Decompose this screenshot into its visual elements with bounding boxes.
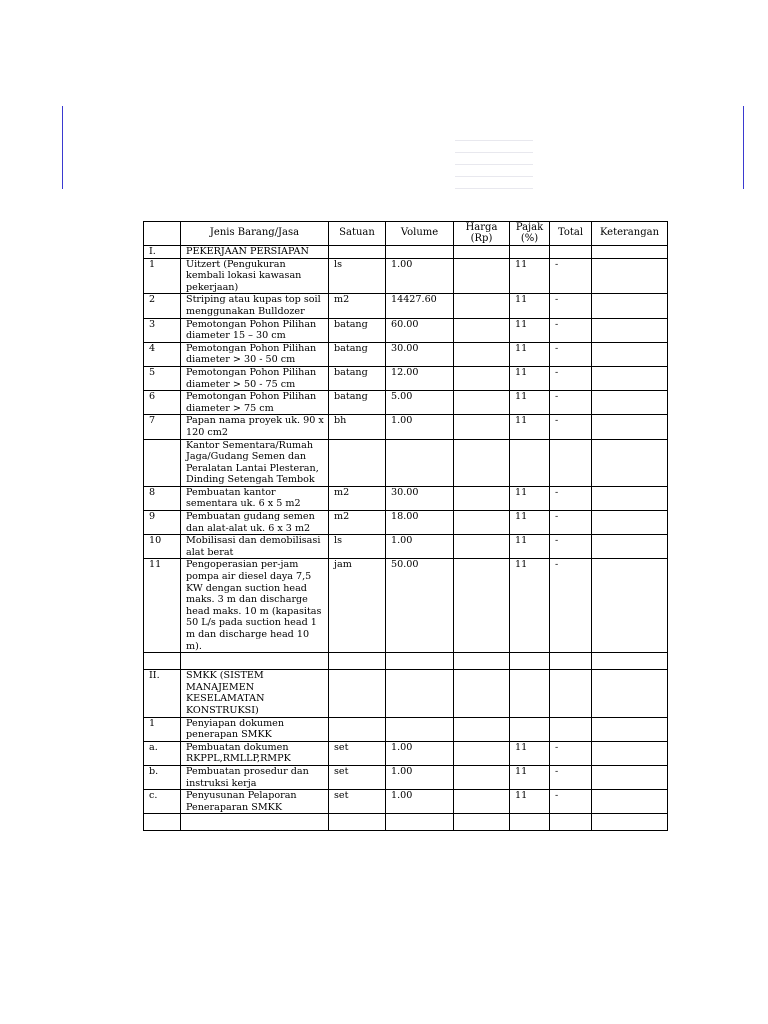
row-keterangan bbox=[592, 717, 668, 741]
row-volume bbox=[386, 717, 454, 741]
row-item: Penyusunan Pelaporan Peneraparan SMKK bbox=[181, 790, 329, 814]
empty-cell bbox=[510, 670, 550, 717]
row-pajak: 11 bbox=[510, 342, 550, 366]
row-volume: 1.00 bbox=[386, 790, 454, 814]
row-keterangan bbox=[592, 366, 668, 390]
row-pajak: 11 bbox=[510, 391, 550, 415]
row-volume: 1.00 bbox=[386, 415, 454, 439]
row-unit: jam bbox=[329, 559, 386, 653]
empty-cell bbox=[386, 246, 454, 259]
row-number: 3 bbox=[144, 318, 181, 342]
bill-of-quantities-table bbox=[143, 221, 668, 831]
section-header-row bbox=[144, 670, 668, 717]
empty-cell bbox=[181, 653, 329, 670]
row-total: - bbox=[550, 535, 592, 559]
table-row bbox=[144, 439, 668, 486]
section-title: SMKK (SISTEM MANAJEMEN KESELAMATAN KONSTRUKSI) bbox=[181, 670, 329, 717]
row-harga bbox=[454, 511, 510, 535]
row-unit: batang bbox=[329, 391, 386, 415]
empty-cell bbox=[329, 814, 386, 831]
row-item: Pembuatan dokumen RKPPL,RMLLP,RMPK bbox=[181, 741, 329, 765]
row-pajak: 11 bbox=[510, 486, 550, 510]
row-harga bbox=[454, 342, 510, 366]
row-total: - bbox=[550, 318, 592, 342]
table-row bbox=[144, 391, 668, 415]
empty-cell bbox=[592, 653, 668, 670]
row-total: - bbox=[550, 415, 592, 439]
header-volume: Volume bbox=[386, 222, 454, 246]
row-harga bbox=[454, 294, 510, 318]
row-unit: set bbox=[329, 790, 386, 814]
row-pajak bbox=[510, 439, 550, 486]
empty-cell bbox=[550, 670, 592, 717]
row-total: - bbox=[550, 511, 592, 535]
row-number: 1 bbox=[144, 258, 181, 294]
page-margin-bar-right bbox=[743, 106, 744, 189]
row-item: Papan nama proyek uk. 90 x 120 cm2 bbox=[181, 415, 329, 439]
row-volume: 14427.60 bbox=[386, 294, 454, 318]
row-number: b. bbox=[144, 765, 181, 789]
row-pajak: 11 bbox=[510, 765, 550, 789]
row-number: 7 bbox=[144, 415, 181, 439]
empty-cell bbox=[329, 653, 386, 670]
row-volume: 1.00 bbox=[386, 765, 454, 789]
row-keterangan bbox=[592, 790, 668, 814]
row-unit: m2 bbox=[329, 486, 386, 510]
empty-cell bbox=[592, 670, 668, 717]
row-volume: 12.00 bbox=[386, 366, 454, 390]
row-harga bbox=[454, 741, 510, 765]
page-margin-bar-left bbox=[62, 106, 63, 189]
section-header-row bbox=[144, 246, 668, 259]
empty-cell bbox=[144, 814, 181, 831]
row-harga bbox=[454, 366, 510, 390]
row-number: a. bbox=[144, 741, 181, 765]
row-unit: ls bbox=[329, 258, 386, 294]
empty-cell bbox=[329, 246, 386, 259]
row-item: Pengoperasian per-jam pompa air diesel daya 7,5 KW dengan suction head maks. 3 m dan discharge head maks. 10 m (kapasitas 50 L/s pada suction head 1 m dan discharge head 10 m). bbox=[181, 559, 329, 653]
table-row bbox=[144, 790, 668, 814]
row-volume: 30.00 bbox=[386, 486, 454, 510]
empty-cell bbox=[592, 814, 668, 831]
row-volume: 5.00 bbox=[386, 391, 454, 415]
spacer-row bbox=[144, 814, 668, 831]
spacer-row bbox=[144, 653, 668, 670]
row-pajak: 11 bbox=[510, 415, 550, 439]
row-unit: batang bbox=[329, 342, 386, 366]
header-harga: Harga (Rp) bbox=[454, 222, 510, 246]
row-pajak: 11 bbox=[510, 511, 550, 535]
empty-cell bbox=[510, 814, 550, 831]
row-total: - bbox=[550, 258, 592, 294]
row-item: Penyiapan dokumen penerapan SMKK bbox=[181, 717, 329, 741]
row-keterangan bbox=[592, 535, 668, 559]
empty-cell bbox=[550, 814, 592, 831]
header-pajak: Pajak (%) bbox=[510, 222, 550, 246]
empty-cell bbox=[386, 814, 454, 831]
table-row bbox=[144, 258, 668, 294]
row-unit: batang bbox=[329, 366, 386, 390]
empty-cell bbox=[181, 814, 329, 831]
table-row bbox=[144, 741, 668, 765]
row-unit: ls bbox=[329, 535, 386, 559]
table-body bbox=[144, 246, 668, 831]
row-number: 6 bbox=[144, 391, 181, 415]
row-total: - bbox=[550, 559, 592, 653]
empty-cell bbox=[510, 653, 550, 670]
row-harga bbox=[454, 535, 510, 559]
header-total: Total bbox=[550, 222, 592, 246]
header-no bbox=[144, 222, 181, 246]
row-volume bbox=[386, 439, 454, 486]
row-harga bbox=[454, 486, 510, 510]
row-pajak: 11 bbox=[510, 318, 550, 342]
row-item: Kantor Sementara/Rumah Jaga/Gudang Semen dan Peralatan Lantai Plesteran, Dinding Setengah Tembok bbox=[181, 439, 329, 486]
row-harga bbox=[454, 318, 510, 342]
faint-header-lines bbox=[455, 140, 533, 200]
row-total bbox=[550, 439, 592, 486]
row-item: Pembuatan prosedur dan instruksi kerja bbox=[181, 765, 329, 789]
row-keterangan bbox=[592, 765, 668, 789]
empty-cell bbox=[386, 670, 454, 717]
row-unit: set bbox=[329, 765, 386, 789]
row-item: Pembuatan gudang semen dan alat-alat uk. 6 x 3 m2 bbox=[181, 511, 329, 535]
row-item: Pemotongan Pohon Pilihan diameter > 75 cm bbox=[181, 391, 329, 415]
row-keterangan bbox=[592, 258, 668, 294]
table-row bbox=[144, 559, 668, 653]
row-pajak: 11 bbox=[510, 741, 550, 765]
row-unit: m2 bbox=[329, 294, 386, 318]
row-keterangan bbox=[592, 391, 668, 415]
row-item: Pemotongan Pohon Pilihan diameter 15 – 30 cm bbox=[181, 318, 329, 342]
row-number: 2 bbox=[144, 294, 181, 318]
row-item: Pembuatan kantor sementara uk. 6 x 5 m2 bbox=[181, 486, 329, 510]
table-row bbox=[144, 486, 668, 510]
table-row bbox=[144, 415, 668, 439]
section-title: PEKERJAAN PERSIAPAN bbox=[181, 246, 329, 259]
empty-cell bbox=[550, 653, 592, 670]
row-keterangan bbox=[592, 741, 668, 765]
row-pajak: 11 bbox=[510, 258, 550, 294]
row-volume: 50.00 bbox=[386, 559, 454, 653]
row-harga bbox=[454, 559, 510, 653]
row-number: 10 bbox=[144, 535, 181, 559]
row-total: - bbox=[550, 486, 592, 510]
table-row bbox=[144, 717, 668, 741]
row-number: 5 bbox=[144, 366, 181, 390]
table-row bbox=[144, 366, 668, 390]
row-unit: batang bbox=[329, 318, 386, 342]
table-row bbox=[144, 342, 668, 366]
row-harga bbox=[454, 415, 510, 439]
row-number: 4 bbox=[144, 342, 181, 366]
row-unit bbox=[329, 717, 386, 741]
row-harga bbox=[454, 439, 510, 486]
row-item: Uitzert (Pengukuran kembali lokasi kawasan pekerjaan) bbox=[181, 258, 329, 294]
row-number bbox=[144, 439, 181, 486]
row-total: - bbox=[550, 294, 592, 318]
empty-cell bbox=[454, 670, 510, 717]
section-number: I. bbox=[144, 246, 181, 259]
row-total: - bbox=[550, 391, 592, 415]
empty-cell bbox=[144, 653, 181, 670]
row-keterangan bbox=[592, 559, 668, 653]
row-total bbox=[550, 717, 592, 741]
row-pajak: 11 bbox=[510, 535, 550, 559]
row-harga bbox=[454, 717, 510, 741]
row-number: 1 bbox=[144, 717, 181, 741]
row-item: Pemotongan Pohon Pilihan diameter > 30 - 50 cm bbox=[181, 342, 329, 366]
empty-cell bbox=[592, 246, 668, 259]
row-pajak: 11 bbox=[510, 366, 550, 390]
row-pajak: 11 bbox=[510, 790, 550, 814]
row-pajak: 11 bbox=[510, 559, 550, 653]
table-header-row bbox=[144, 222, 668, 246]
row-volume: 1.00 bbox=[386, 741, 454, 765]
row-pajak: 11 bbox=[510, 294, 550, 318]
row-number: 8 bbox=[144, 486, 181, 510]
row-number: c. bbox=[144, 790, 181, 814]
table-row bbox=[144, 535, 668, 559]
row-unit: set bbox=[329, 741, 386, 765]
row-unit: m2 bbox=[329, 511, 386, 535]
row-harga bbox=[454, 765, 510, 789]
table-row bbox=[144, 318, 668, 342]
row-total: - bbox=[550, 342, 592, 366]
row-volume: 1.00 bbox=[386, 535, 454, 559]
row-item: Striping atau kupas top soil menggunakan Bulldozer bbox=[181, 294, 329, 318]
empty-cell bbox=[454, 246, 510, 259]
table-row bbox=[144, 511, 668, 535]
header-satuan: Satuan bbox=[329, 222, 386, 246]
row-volume: 18.00 bbox=[386, 511, 454, 535]
row-keterangan bbox=[592, 318, 668, 342]
row-keterangan bbox=[592, 511, 668, 535]
row-number: 11 bbox=[144, 559, 181, 653]
header-keterangan: Keterangan bbox=[592, 222, 668, 246]
section-number: II. bbox=[144, 670, 181, 717]
row-keterangan bbox=[592, 294, 668, 318]
table-row bbox=[144, 765, 668, 789]
empty-cell bbox=[510, 246, 550, 259]
row-volume: 60.00 bbox=[386, 318, 454, 342]
row-keterangan bbox=[592, 439, 668, 486]
empty-cell bbox=[329, 670, 386, 717]
row-pajak bbox=[510, 717, 550, 741]
row-keterangan bbox=[592, 415, 668, 439]
row-total: - bbox=[550, 366, 592, 390]
row-total: - bbox=[550, 765, 592, 789]
row-harga bbox=[454, 790, 510, 814]
row-unit: bh bbox=[329, 415, 386, 439]
row-volume: 1.00 bbox=[386, 258, 454, 294]
row-keterangan bbox=[592, 486, 668, 510]
row-unit bbox=[329, 439, 386, 486]
row-item: Mobilisasi dan demobilisasi alat berat bbox=[181, 535, 329, 559]
empty-cell bbox=[386, 653, 454, 670]
header-jenis: Jenis Barang/Jasa bbox=[181, 222, 329, 246]
empty-cell bbox=[454, 814, 510, 831]
row-number: 9 bbox=[144, 511, 181, 535]
row-harga bbox=[454, 258, 510, 294]
row-harga bbox=[454, 391, 510, 415]
row-volume: 30.00 bbox=[386, 342, 454, 366]
empty-cell bbox=[550, 246, 592, 259]
empty-cell bbox=[454, 653, 510, 670]
row-total: - bbox=[550, 741, 592, 765]
row-keterangan bbox=[592, 342, 668, 366]
row-item: Pemotongan Pohon Pilihan diameter > 50 - 75 cm bbox=[181, 366, 329, 390]
row-total: - bbox=[550, 790, 592, 814]
table-row bbox=[144, 294, 668, 318]
